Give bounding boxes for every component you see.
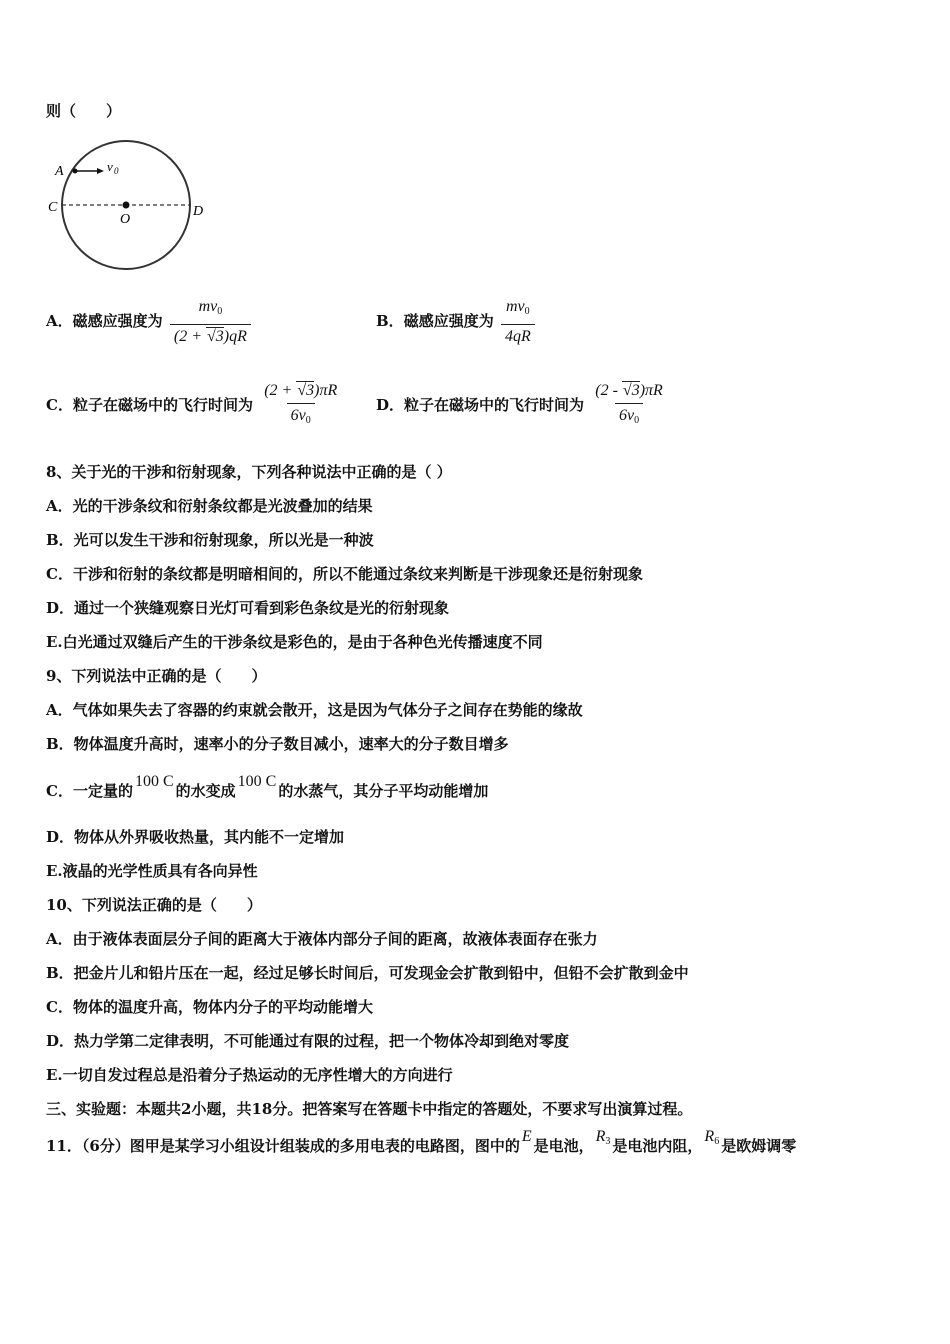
q9-option-a: A．气体如果失去了容器的约束就会散开，这是因为气体分子之间存在势能的缘故 <box>46 701 583 719</box>
q10-option-d: D．热力学第二定律表明，不可能通过有限的过程，把一个物体冷却到绝对零度 <box>46 1032 570 1050</box>
q7-option-b: B．磁感应强度为 $\frac{mv_0}{4qR}$ <box>376 297 537 347</box>
label-o: O <box>120 212 131 227</box>
formula-a: $\frac{mv_0}{(2 + √3)qR}$ <box>170 297 251 347</box>
q8-option-b: B．光可以发生干涉和衍射现象，所以光是一种波 <box>46 531 374 549</box>
q9-option-b: B．物体温度升高时，速率小的分子数目减小，速率大的分子数目增多 <box>46 735 509 753</box>
q8-option-a: A．光的干涉条纹和衍射条纹都是光波叠加的结果 <box>46 497 373 515</box>
q10-option-e: E.一切自发过程总是沿着分子热运动的无序性增大的方向进行 <box>46 1066 453 1084</box>
q9-option-c: C．一定量的100 C的水变成100 C的水蒸气，其分子平均动能增加 <box>46 773 489 800</box>
q10-stem: 10、下列说法正确的是（ ） <box>46 896 262 914</box>
section-3-heading: 三、实验题：本题共2小题，共18分。把答案写在答题卡中指定的答题处，不要求写出演算过程。 <box>46 1100 693 1118</box>
q10-option-a: A．由于液体表面层分子间的距离大于液体内部分子间的距离，故液体表面存在张力 <box>46 930 598 948</box>
q11-text: 11．（6分）图甲是某学习小组设计组装成的多用电表的电路图，图中的E是电池，$R_3$ 是电池内阻，$R_6$ 是欧姆调零 <box>46 1128 797 1155</box>
arrow-head-icon <box>97 168 104 174</box>
q7-option-c: C．粒子在磁场中的飞行时间为 $\frac{(2 + √3)\pi R}{6v_0}$ <box>46 381 343 431</box>
q8-stem: 8、关于光的干涉和衍射现象，下列各种说法中正确的是（ ） <box>46 463 452 481</box>
sqrt-icon: √3 <box>297 382 315 399</box>
q8-option-e: E.白光通过双缝后产生的干涉条纹是彩色的，是由于各种色光传播速度不同 <box>46 633 543 651</box>
r6-symbol: $R_6$ <box>704 1128 720 1147</box>
label-c: C <box>48 200 58 215</box>
q9-option-e: E.液晶的光学性质具有各向异性 <box>46 862 258 880</box>
q7-option-a: A．磁感应强度为 $\frac{mv_0}{(2 + √3)qR}$ <box>46 297 253 347</box>
label-v-sub: 0 <box>114 166 119 176</box>
label-a: A <box>55 164 64 179</box>
sqrt-icon: √3 <box>622 382 640 399</box>
formula-c: $\frac{(2 + √3)\pi R}{6v_0}$ <box>260 381 341 431</box>
q10-option-c: C．物体的温度升高，物体内分子的平均动能增大 <box>46 998 373 1016</box>
circle-figure <box>40 135 220 275</box>
formula-d: $\frac{(2 - √3)\pi R}{6v_0}$ <box>591 381 667 431</box>
center-point-o <box>123 202 130 209</box>
sqrt-icon: √3 <box>207 328 224 345</box>
q10-option-b: B．把金片儿和铅片压在一起，经过足够长时间后，可发现金会扩散到铅中，但铅不会扩散到金中 <box>46 964 689 982</box>
q9-option-d: D．物体从外界吸收热量，其内能不一定增加 <box>46 828 345 846</box>
q8-option-c: C．干涉和衍射的条纹都是明暗相间的，所以不能通过条纹来判断是干涉现象还是衍射现象 <box>46 565 643 583</box>
q9-stem: 9、下列说法中正确的是（ ） <box>46 667 267 685</box>
q8-option-d: D．通过一个狭缝观察日光灯可看到彩色条纹是光的衍射现象 <box>46 599 450 617</box>
q7-option-d: D．粒子在磁场中的飞行时间为 $\frac{(2 - √3)\pi R}{6v_0}$ <box>376 381 669 431</box>
label-d: D <box>193 204 204 219</box>
label-v: v <box>107 159 113 174</box>
r3-symbol: $R_3$ <box>595 1128 611 1147</box>
q7-tail: 则（ ） <box>46 102 122 120</box>
formula-b: $\frac{mv_0}{4qR}$ <box>501 297 535 347</box>
